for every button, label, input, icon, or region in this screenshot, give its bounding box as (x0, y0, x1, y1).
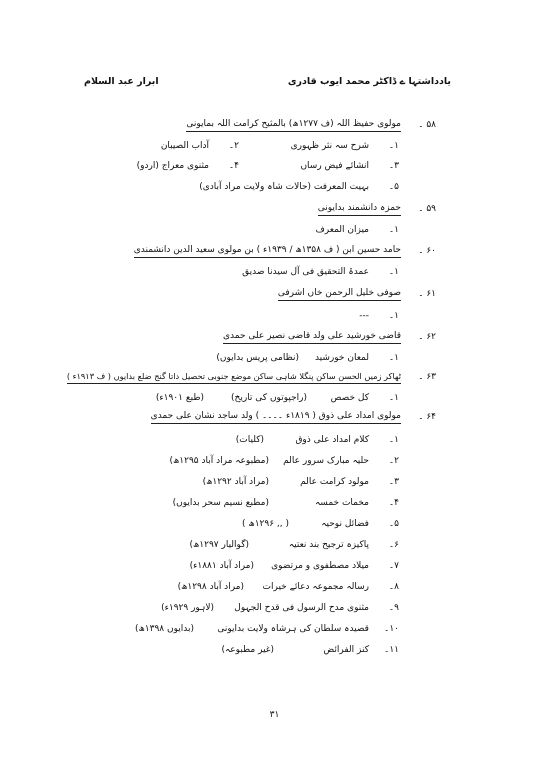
list-item-title: --- (359, 311, 369, 321)
list-item-note: (گوالیار ۱۲۹۷ھ) (189, 540, 249, 550)
list-item-title: مولود کرامت عالم (300, 477, 369, 487)
list-item-title: کل خصص (330, 393, 369, 403)
list-item-note: (لاہور ۱۹۲۹ء) (161, 603, 214, 613)
list-item-number: ۴۔ (388, 498, 399, 508)
list-item-note: (غیر مطبوعہ) (221, 645, 274, 655)
list-item-note: (مراد آباد ۱۲۹۲ھ) (202, 477, 269, 487)
list-item-note: (راجپوتوں کی تاریخ) (231, 393, 307, 403)
entry-heading: حامد حسین ابن ( ف ۱۳۵۸ھ / ۱۹۳۹ء ) بن مولوی سعید الدین دانشمندی (134, 244, 401, 258)
list-item-note: (مطبع نسیم سحر بدایوں) (172, 498, 269, 508)
entry-heading: صوفی خلیل الرحمن خاں اشرفی (278, 287, 401, 301)
list-item-note: (مطبوعہ مراد آباد ۱۲۹۵ھ) (169, 456, 269, 466)
entry-heading: قاضی خورشید علی ولد قاضی نصیر علی حمدی (223, 330, 401, 344)
list-item-title: قصیدہ سلطان کی ہرشاہ ولایت بدایونی (217, 624, 369, 634)
entry-number: ۶۰ ۔ (418, 246, 436, 256)
entry-heading: ٹھاکر زمیں الحسن ساکن پنگلا شاہی ساکن موضع جنوبی تحصیل داتا گنج ضلع بدایوں ( ف ۱۹۱۳ء ) (67, 370, 401, 384)
list-item-note: (مراد آباد ۱۸۸۱ء) (189, 561, 254, 571)
list-item-number: ۱۔ (388, 225, 399, 235)
list-item-number: ۱۰۔ (384, 624, 399, 634)
list-item-title: مثنوی معراج (اردو) (136, 161, 209, 171)
list-item-note: (نظامی پریس بدایوں) (216, 353, 299, 363)
list-item-date: (طبع ۱۹۰۱ء) (155, 393, 204, 403)
entry-number: ۶۱ ۔ (418, 289, 436, 299)
list-item-note: (بدایوں ۱۳۹۸ھ) (134, 624, 194, 634)
entry-number: ۵۸ ۔ (418, 120, 436, 130)
list-item-number: ۱۔ (388, 267, 399, 277)
list-item-number: ۴۔ (228, 161, 239, 171)
entry-heading: حمزہ دانشمند بدایونی (318, 202, 401, 216)
list-item-note: ( ,, ۱۲۹۶ھ ) (242, 519, 289, 529)
list-item-number: ۱۔ (388, 353, 399, 363)
list-item-title: آداب الصیبان (160, 141, 209, 151)
list-item-number: ۵۔ (388, 519, 399, 529)
list-item-number: ۷۔ (388, 561, 399, 571)
list-item-number: ۳۔ (388, 161, 399, 171)
list-item-number: ۱۱۔ (384, 645, 399, 655)
entry-number: ۶۳ ۔ (418, 372, 436, 382)
list-item-number: ۱۔ (388, 311, 399, 321)
list-item-title: میلاد مصطفوی و مرتضوی (271, 561, 369, 571)
list-item-title: پاکیزہ ترجیح بند نعتیہ (288, 540, 369, 550)
list-item-title: کلام امداد علی ذوق (295, 435, 369, 445)
list-item-title: حلیہ مبارک سرور عالم (283, 456, 369, 466)
entry-heading: مولوی امداد علی ذوق ( ۱۸۱۹ء ۔۔۔۔ ) ولد ساجد نشان علی حمدی (151, 410, 401, 424)
list-item-title: مثنوی مدح الرسول فی قدح الجہول (234, 603, 369, 613)
list-item-number: ۹۔ (388, 603, 399, 613)
list-item-title: رسالہ مجموعہ دعائے خیرات (262, 582, 369, 592)
list-item-number: ۱۔ (388, 393, 399, 403)
list-item-number: ۲۔ (388, 456, 399, 466)
list-item-title: شرح سہ نثر ظہوری (290, 141, 369, 151)
list-item-title: بہیت المعرفت (حالات شاہ ولایت مراد آبادی) (199, 182, 369, 192)
running-header-author: ابرار عبد السلام (84, 76, 159, 87)
list-item-number: ۵۔ (388, 182, 399, 192)
list-item-number: ۶۔ (388, 540, 399, 550)
entry-number: ۶۲ ۔ (418, 332, 436, 342)
list-item-title: فضائل نوحیہ (321, 519, 369, 529)
list-item-number: ۸۔ (388, 582, 399, 592)
list-item-note: (کلیات) (235, 435, 264, 445)
list-item-title: عمدۃ التحقیق فی آل سیدنا صدیق (242, 267, 369, 277)
list-item-number: ۲۔ (228, 141, 239, 151)
entry-number: ۵۹ ۔ (418, 204, 436, 214)
running-header-title: یادداشتہا ے ڈاکٹر محمد ایوب قادری (287, 76, 451, 87)
list-item-note: (مراد آباد ۱۲۹۸ھ) (177, 582, 244, 592)
list-item-title: لمعان خورشید (314, 353, 369, 363)
entry-heading: مولوی حفیظ اللہ (ف ۱۲۷۷ھ) بالمثیح کرامت اللہ بمایونی (186, 118, 401, 132)
list-item-number: ۳۔ (388, 477, 399, 487)
list-item-title: انشائے فیض رساں (300, 161, 369, 171)
list-item-number: ۱۔ (388, 435, 399, 445)
list-item-number: ۱۔ (388, 141, 399, 151)
page-number: ۳۱ (269, 710, 280, 720)
list-item-title: مخمات خمسہ (315, 498, 369, 508)
list-item-title: کنز الفرائض (323, 645, 369, 655)
entry-number: ۶۴ ۔ (418, 412, 436, 422)
list-item-title: میزان المعرف (315, 225, 369, 235)
